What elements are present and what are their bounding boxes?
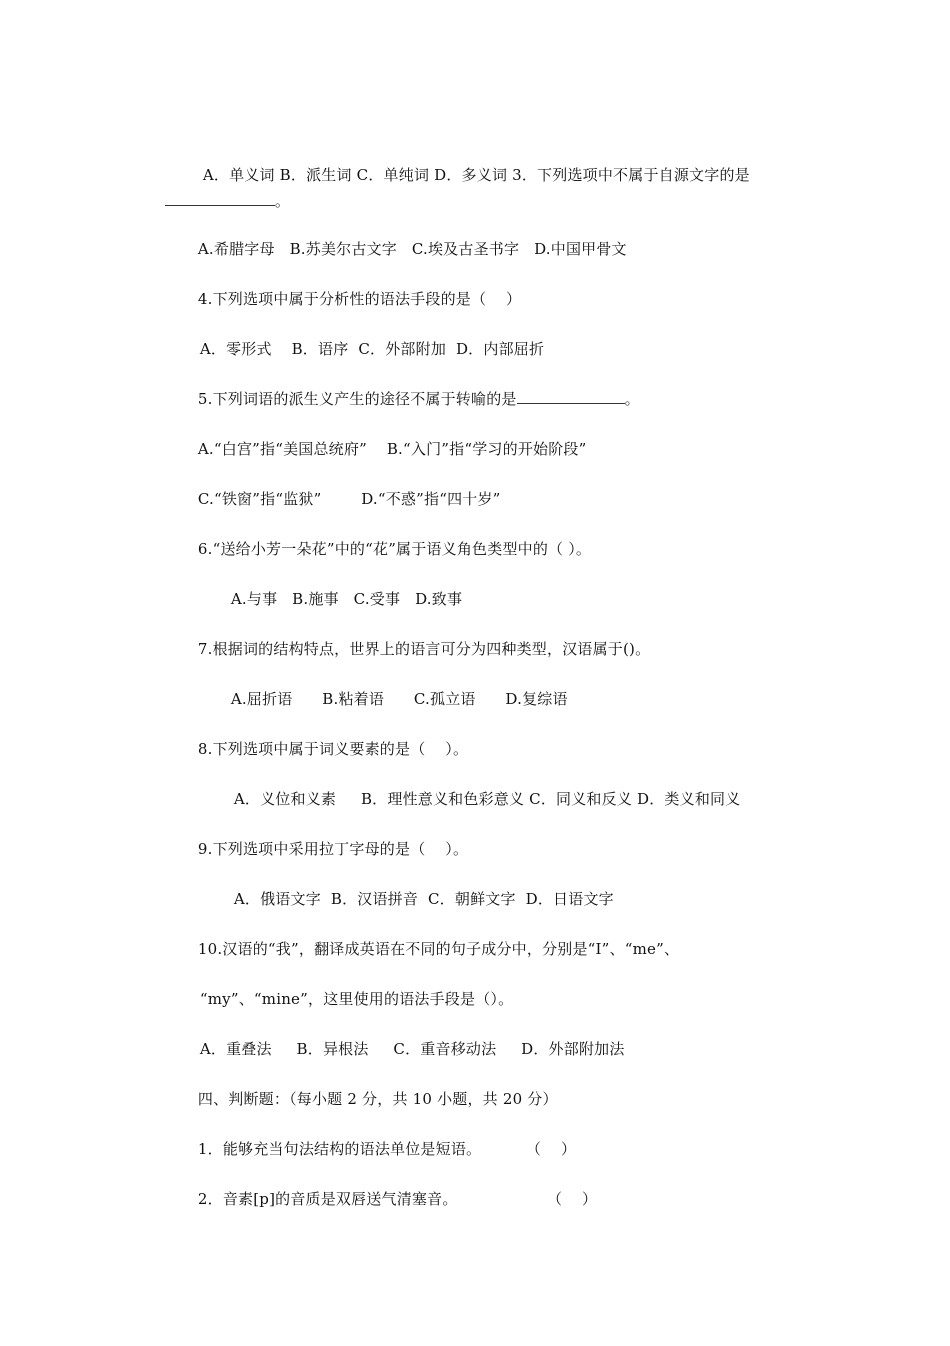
text: “my”、“mine”，这里使用的语法手段是（）。 <box>199 990 514 1008</box>
text: 。 <box>624 390 640 408</box>
text: A．单义词 B．派生词 C．单纯词 D．多义词 3．下列选项中不属于自源文字的是 <box>202 166 750 184</box>
text: 2．音素[p]的音质是双唇送气清塞音。 （ ） <box>197 1190 598 1208</box>
text: 10.汉语的“我”，翻译成英语在不同的句子成分中，分别是“I”、“me”、 <box>197 940 680 958</box>
text: 四、判断题：（每小题 2 分，共 10 小题，共 20 分） <box>197 1090 558 1108</box>
text: 1．能够充当句法结构的语法单位是短语。 （ ） <box>197 1140 577 1158</box>
text: 5.下列词语的派生义产生的途径不属于转喻的是 <box>197 390 517 408</box>
text: 9.下列选项中采用拉丁字母的是（ ）。 <box>197 840 469 858</box>
text: 。 <box>274 192 291 210</box>
text: 7.根据词的结构特点，世界上的语言可分为四种类型，汉语属于()。 <box>197 640 651 658</box>
text: 6.“送给小芳一朵花”中的“花”属于语义角色类型中的（ ）。 <box>197 540 592 558</box>
text: A．俄语文字 B．汉语拼音 C．朝鲜文字 D．日语文字 <box>233 890 614 908</box>
text: A．重叠法 B．异根法 C．重音移动法 D．外部附加法 <box>199 1040 625 1058</box>
text: A.希腊字母 B.苏美尔古文字 C.埃及古圣书字 D.中国甲骨文 <box>197 240 627 258</box>
answer-blank <box>517 389 625 404</box>
text: A.与事 B.施事 C.受事 D.致事 <box>230 590 463 608</box>
answer-blank <box>165 191 275 206</box>
text: C.“铁窗”指“监狱” D.“不惑”指“四十岁” <box>197 490 501 508</box>
text: 4.下列选项中属于分析性的语法手段的是（ ） <box>197 290 522 308</box>
text: A.屈折语 B.粘着语 C.孤立语 D.复综语 <box>230 690 568 708</box>
text: 8.下列选项中属于词义要素的是（ ）。 <box>197 740 469 758</box>
text: A．零形式 B．语序 C．外部附加 D．内部屈折 <box>199 340 545 358</box>
true-false-item-2 <box>178 1169 597 1229</box>
text: A.“白宫”指“美国总统府” B.“入门”指“学习的开始阶段” <box>197 440 587 458</box>
text: A．义位和义素 B．理性意义和色彩意义 C．同义和反义 D．类义和同义 <box>233 790 741 808</box>
